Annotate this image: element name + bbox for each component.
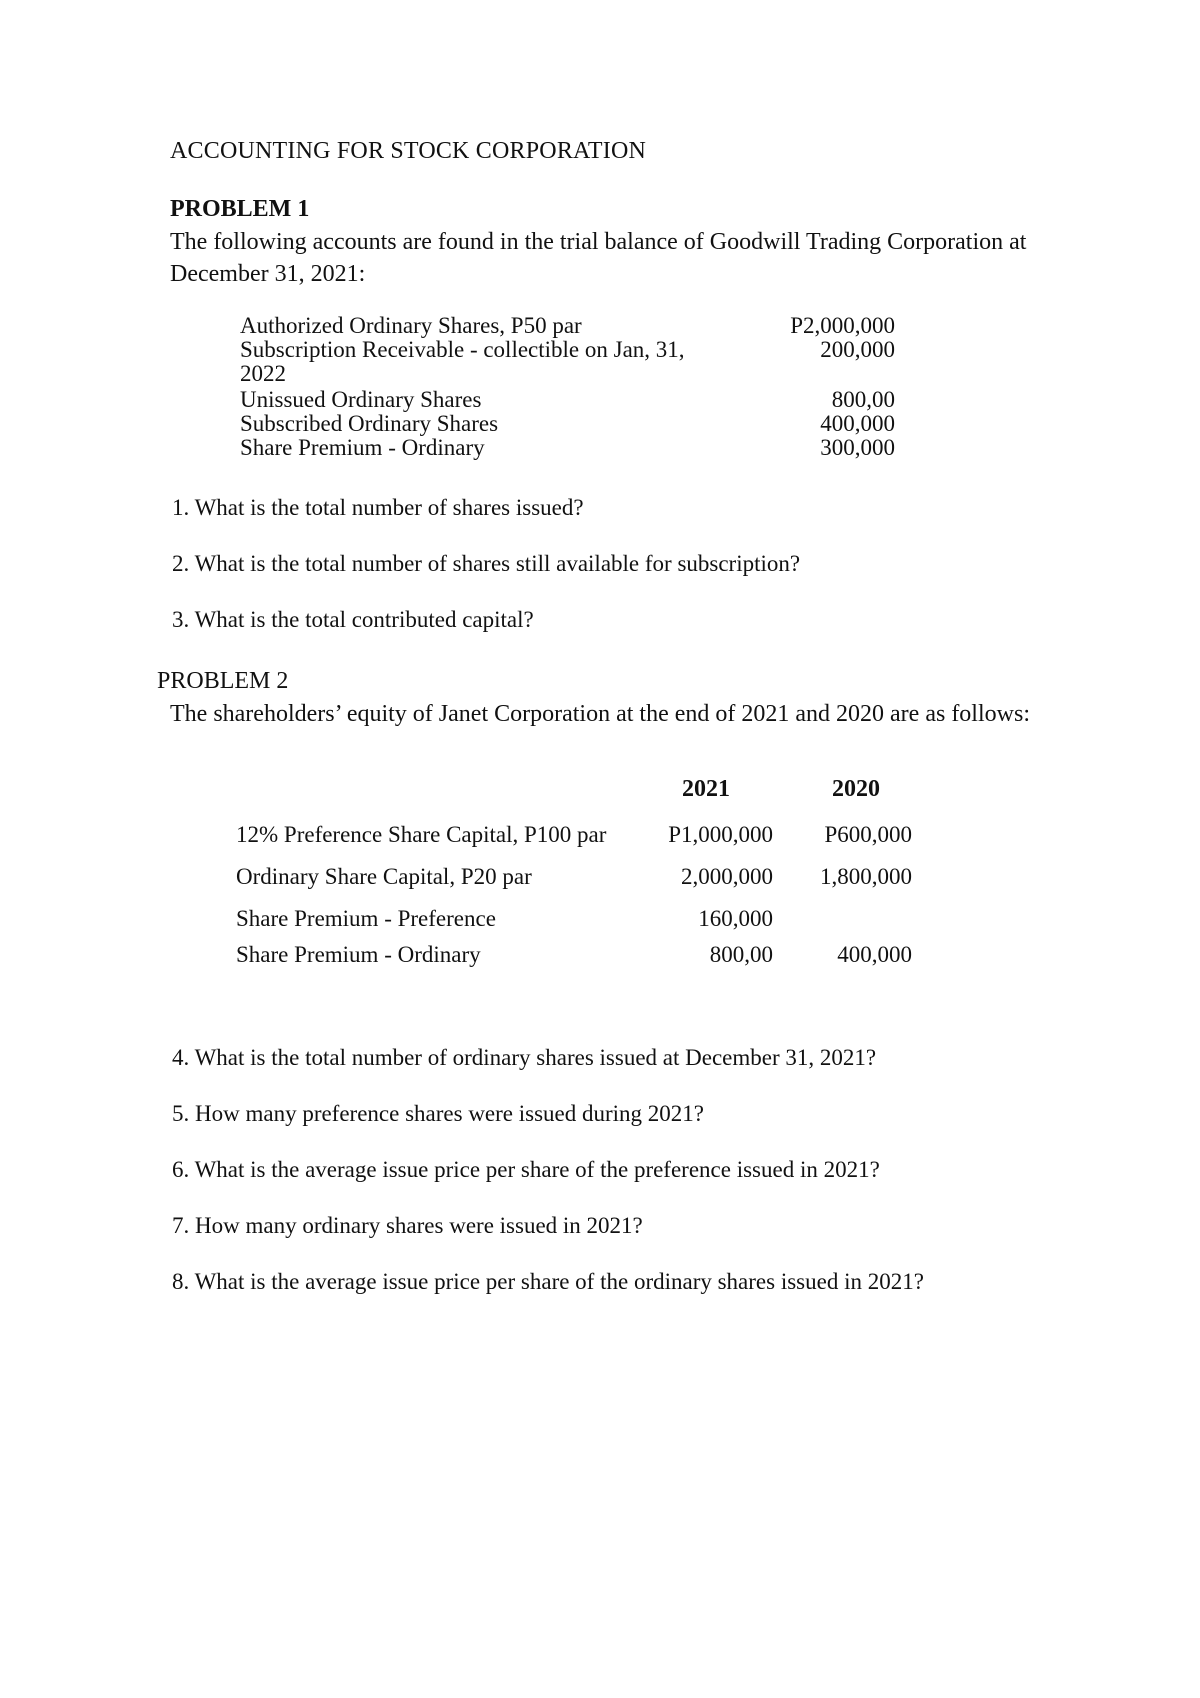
problem1-intro-line2: December 31, 2021: [170, 261, 366, 287]
account-label: Unissued Ordinary Shares [240, 387, 482, 412]
equity-2020-amount: P600,000 [824, 822, 912, 847]
equity-row-label: Share Premium - Preference [236, 906, 496, 931]
problem2-heading: PROBLEM 2 [157, 668, 289, 694]
equity-2020-amount: 400,000 [837, 942, 912, 967]
equity-row-label: Ordinary Share Capital, P20 par [236, 864, 532, 889]
account-amount: 200,000 [820, 337, 895, 362]
equity-2021-amount: 800,00 [709, 942, 773, 967]
equity-2021-amount: P1,000,000 [668, 822, 773, 847]
problem2-intro: The shareholders’ equity of Janet Corporation at the end of 2021 and 2020 are as follows: [170, 701, 1030, 727]
account-amount: P2,000,000 [790, 313, 895, 338]
question-3: 3. What is the total contributed capital? [172, 607, 534, 632]
account-amount: 300,000 [820, 435, 895, 460]
question-7: 7. How many ordinary shares were issued in 2021? [172, 1213, 643, 1238]
account-label: Authorized Ordinary Shares, P50 par [240, 313, 582, 338]
equity-2021-amount: 160,000 [698, 906, 773, 931]
problem1-intro-line1: The following accounts are found in the trial balance of Goodwill Trading Corporation at [170, 229, 1027, 255]
equity-row-label: 12% Preference Share Capital, P100 par [236, 822, 607, 847]
question-1: 1. What is the total number of shares issued? [172, 495, 584, 520]
question-5: 5. How many preference shares were issued during 2021? [172, 1101, 705, 1126]
equity-2021-amount: 2,000,000 [681, 864, 773, 889]
question-4: 4. What is the total number of ordinary shares issued at December 31, 2021? [172, 1045, 877, 1070]
equity-2020-amount: 1,800,000 [820, 864, 912, 889]
account-amount: 400,000 [820, 411, 895, 436]
account-label: Subscribed Ordinary Shares [240, 411, 499, 436]
account-label: Share Premium - Ordinary [240, 435, 485, 460]
account-amount: 800,00 [831, 387, 895, 412]
account-label-continued: 2022 [240, 361, 286, 386]
question-6: 6. What is the average issue price per share of the preference issued in 2021? [172, 1157, 880, 1182]
document-title: ACCOUNTING FOR STOCK CORPORATION [170, 138, 647, 164]
year-header-2021: 2021 [682, 776, 730, 802]
question-8: 8. What is the average issue price per share of the ordinary shares issued in 2021? [172, 1269, 924, 1294]
equity-row-label: Share Premium - Ordinary [236, 942, 481, 967]
year-header-2020: 2020 [832, 776, 880, 802]
account-label: Subscription Receivable - collectible on Jan, 31, [240, 337, 685, 362]
problem1-heading: PROBLEM 1 [170, 196, 310, 222]
question-2: 2. What is the total number of shares still available for subscription? [172, 551, 801, 576]
